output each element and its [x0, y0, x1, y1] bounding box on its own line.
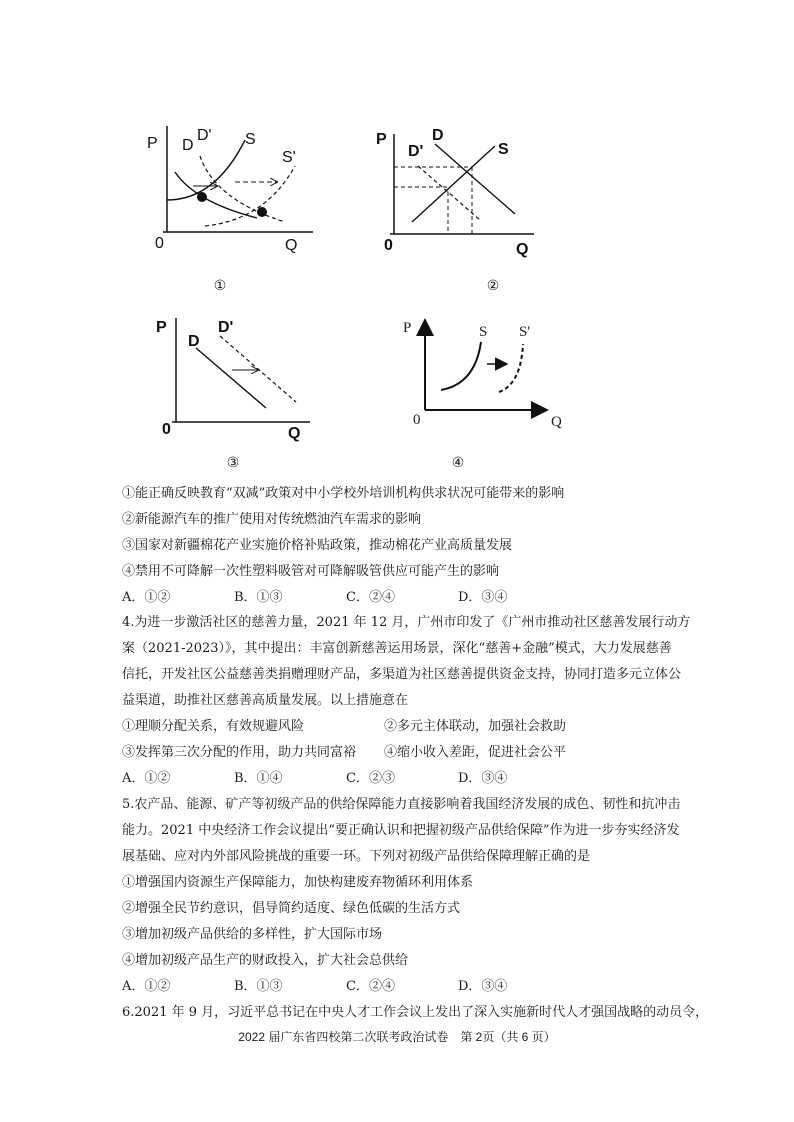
label-s: S [479, 324, 488, 340]
graph-1 [145, 120, 325, 255]
line-d-prime [418, 166, 480, 220]
q5-option-a[interactable]: A．①② [122, 979, 171, 994]
curve-s-prime [499, 344, 523, 392]
label-q: Q [516, 241, 529, 258]
page-footer: 2022 届广东省四校第二次联考政治试卷 第 2页（共 6 页） [238, 1030, 556, 1044]
label-s: S [498, 141, 509, 158]
q4-stem-line-1: 4.为进一步激活社区的慈善力量，2021 年 12 月，广州市印发了《广州市推动社区慈善发展行动方 [122, 615, 691, 630]
q4-stem-line-3: 信托，开发社区公益慈善类捐赠理财产品，多渠道为社区慈善提供资金支持，协同打造多元立体公 [122, 667, 682, 682]
curve-s-prime [205, 166, 295, 226]
q5-option-b[interactable]: B．①③ [234, 979, 283, 994]
label-d-prime: D' [218, 319, 234, 336]
label-d-prime: D' [197, 127, 212, 144]
label-s-prime: S' [519, 324, 531, 340]
line-d [196, 348, 266, 408]
graph-4-number: ④ [451, 455, 465, 471]
line-d-prime [220, 336, 296, 402]
q3-option-b[interactable]: B．①③ [234, 590, 283, 605]
q4-option-b[interactable]: B．①④ [234, 771, 283, 786]
graph-2 [370, 122, 550, 262]
graph-3-number: ③ [226, 455, 240, 471]
q4-option-c[interactable]: C．②③ [346, 771, 395, 786]
label-origin: 0 [413, 412, 421, 428]
line-s [412, 146, 495, 222]
q4-stem-line-4: 益渠道，助推社区慈善高质量发展。以上措施意在 [122, 693, 409, 708]
q5-stem-line-3: 展基础、应对内外部风险挑战的重要一环。下列对初级产品供给保障理解正确的是 [122, 849, 591, 864]
label-d: D [182, 137, 194, 154]
label-q: Q [285, 237, 298, 254]
label-origin: 0 [384, 237, 393, 254]
q5-stem-line-2: 能力。2021 中央经济工作会议提出“要正确认识和把握初级产品供给保障”作为进一步夯实经济发 [122, 823, 680, 838]
label-origin: 0 [162, 421, 171, 438]
q3-option-c[interactable]: C．②④ [346, 590, 395, 605]
label-q: Q [288, 425, 301, 442]
label-s: S [245, 131, 256, 148]
graph-2-number: ② [486, 278, 500, 294]
label-p: P [147, 135, 158, 152]
curve-s [441, 342, 481, 390]
graph-3 [150, 312, 320, 442]
q5-option-d[interactable]: D．③④ [458, 979, 508, 994]
q5-statement-2: ②增强全民节约意识，倡导简约适度、绿色低碳的生活方式 [122, 901, 461, 916]
label-p: P [376, 131, 387, 148]
equilibrium-dot-1 [197, 192, 207, 202]
q3-statement-2: ②新能源汽车的推广使用对传统燃油汽车需求的影响 [122, 512, 422, 527]
label-d: D [188, 333, 200, 350]
curve-d-prime [200, 156, 285, 222]
q3-option-d[interactable]: D．③④ [458, 590, 508, 605]
label-p: P [403, 320, 412, 336]
q5-stem-line-1: 5.农产品、能源、矿产等初级产品的供给保障能力直接影响着我国经济发展的成色、韧性和抗冲击 [122, 797, 681, 812]
q5-statement-4: ④增加初级产品生产的财政投入，扩大社会总供给 [122, 953, 409, 968]
q3-option-a[interactable]: A．①② [122, 590, 171, 605]
equilibrium-dot-2 [257, 207, 267, 217]
q6-stem-line-1: 6.2021 年 9 月，习近平总书记在中央人才工作会议上发出了深入实施新时代人才强国战略的动员令， [122, 1005, 709, 1020]
q5-statement-1: ①增强国内资源生产保障能力，加快构建废弃物循环利用体系 [122, 875, 474, 890]
q4-statement-4: ④缩小收入差距，促进社会公平 [384, 745, 567, 760]
label-d-prime: D' [408, 143, 424, 160]
curve-d [175, 172, 257, 218]
q4-stem-line-2: 案（2021-2023）》，其中提出：丰富创新慈善运用场景，深化“慈善+金融”模式，大力发展慈善 [122, 641, 672, 656]
label-origin: 0 [155, 235, 164, 252]
q4-option-d[interactable]: D．③④ [458, 771, 508, 786]
q3-statement-4: ④禁用不可降解一次性塑料吸管对可降解吸管供应可能产生的影响 [122, 564, 500, 579]
label-q: Q [551, 414, 562, 430]
q5-option-c[interactable]: C．②④ [346, 979, 395, 994]
label-p: P [156, 319, 167, 336]
graph-4 [395, 312, 565, 430]
q4-option-a[interactable]: A．①② [122, 771, 171, 786]
q4-statement-1: ①理顺分配关系，有效规避风险 [122, 719, 305, 734]
label-s-prime: S' [282, 149, 296, 166]
q5-statement-3: ③增加初级产品供给的多样性，扩大国际市场 [122, 927, 383, 942]
graph-1-number: ① [213, 278, 227, 294]
q4-statement-3: ③发挥第三次分配的作用，助力共同富裕 [122, 745, 357, 760]
q3-statement-1: ①能正确反映教育“双减”政策对中小学校外培训机构供求状况可能带来的影响 [122, 486, 565, 501]
q4-statement-2: ②多元主体联动，加强社会救助 [384, 719, 567, 734]
q3-statement-3: ③国家对新疆棉花产业实施价格补贴政策，推动棉花产业高质量发展 [122, 538, 513, 553]
label-d: D [432, 127, 444, 144]
